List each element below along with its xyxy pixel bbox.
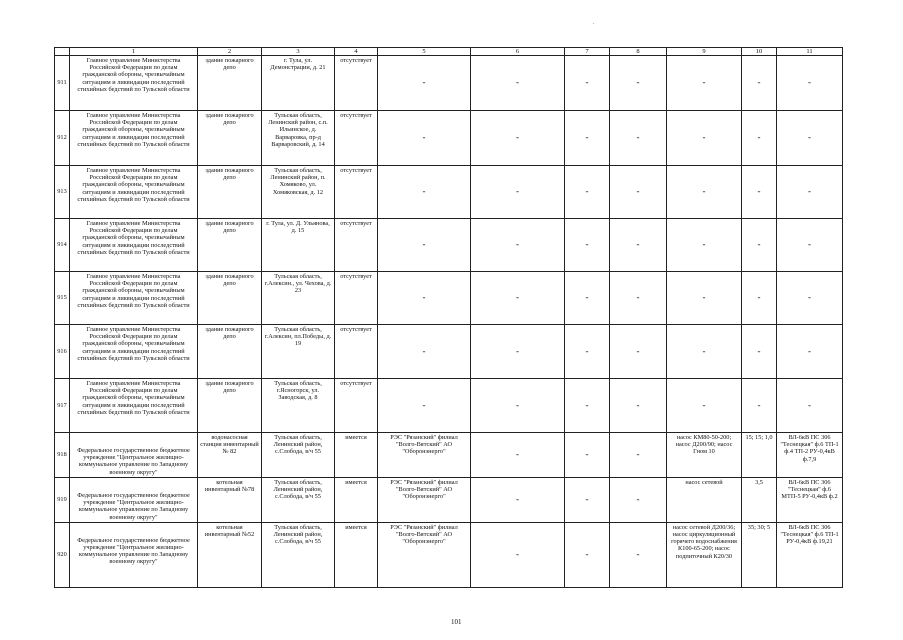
col7-cell: - [565, 111, 610, 166]
address-cell: г. Тула, ул. Д. Ульянова, д. 15 [262, 219, 335, 272]
col11-cell: - [777, 379, 843, 433]
object-cell: водонасосная станция инвентарный № 82 [198, 433, 262, 478]
col6-cell: - [471, 56, 565, 111]
col9-cell: - [667, 219, 742, 272]
col9-cell: насос КМ80-50-200; насос Д200/90; насос Гном 10 [667, 433, 742, 478]
address-cell: Тульская область, г.Алексин., ул. Чехова, д. 23 [262, 272, 335, 325]
object-cell: здание пожарного депо [198, 325, 262, 379]
col10-cell: 15; 15; 1,0 [742, 433, 777, 478]
col5-cell: - [378, 166, 471, 219]
col8-cell: - [610, 522, 667, 587]
col11-cell: - [777, 111, 843, 166]
address-cell: Тульская область, Ленинский район, п. Хомяково, ул. Хомяковская, д. 12 [262, 166, 335, 219]
object-cell: здание пожарного депо [198, 111, 262, 166]
page-number: 101 [451, 618, 462, 626]
table-row [55, 111, 843, 166]
col10-cell: - [742, 272, 777, 325]
data-table-sheet [54, 47, 843, 588]
table-row [55, 219, 843, 272]
row-number: 911 [55, 56, 70, 111]
col9-cell: насос сетевой [667, 478, 742, 523]
table-row [55, 56, 843, 111]
owner-cell: Главное управление Министерства Российской Федерации по делам гражданской обороны, чрезвычайным ситуациям и ликвидации последствий стихийных бедствий по Тульской области [70, 272, 198, 325]
header-cell-9: 9 [667, 48, 742, 56]
col6-cell: - [471, 433, 565, 478]
row-number: 913 [55, 166, 70, 219]
col6-cell: - [471, 111, 565, 166]
col6-cell: - [471, 522, 565, 587]
owner-cell: Главное управление Министерства Российской Федерации по делам гражданской обороны, чрезвычайным ситуациям и ликвидации последствий стихийных бедствий по Тульской области [70, 166, 198, 219]
table-row [55, 433, 843, 478]
status-cell: отсутствует [335, 111, 378, 166]
table-row [55, 522, 843, 587]
col11-cell: - [777, 166, 843, 219]
object-cell: здание пожарного депо [198, 379, 262, 433]
col8-cell: - [610, 272, 667, 325]
table-row [55, 478, 843, 523]
header-cell-11: 11 [777, 48, 843, 56]
col5-cell: - [378, 111, 471, 166]
owner-cell: Федеральное государственное бюджетное учреждение "Центральное жилищно-коммунальное управление по Западному военному округу" [70, 522, 198, 587]
header-cell-3: 3 [262, 48, 335, 56]
header-cell-2: 2 [198, 48, 262, 56]
table-row [55, 325, 843, 379]
col9-cell: - [667, 272, 742, 325]
col11-cell: ВЛ-6кВ ПС 306 "Теснецкая" ф.6 ТП-1 РУ-0,4кВ ф.19,21 [777, 522, 843, 587]
col6-cell: - [471, 272, 565, 325]
status-cell: отсутствует [335, 272, 378, 325]
owner-cell: Главное управление Министерства Российской Федерации по делам гражданской обороны, чрезвычайным ситуациям и ликвидации последствий стихийных бедствий по Тульской области [70, 219, 198, 272]
col6-cell: - [471, 478, 565, 523]
object-cell: здание пожарного депо [198, 56, 262, 111]
header-cell-1: 1 [70, 48, 198, 56]
address-cell: Тульская область, Ленинский район, с.Слобода, в/ч 55 [262, 478, 335, 523]
table-row [55, 272, 843, 325]
col9-cell: насос сетевой Д200/36; насос циркуляционный горячего водоснабжения К100-65-200; насос подпиточный К20/30 [667, 522, 742, 587]
col7-cell: - [565, 522, 610, 587]
header-cell-6: 6 [471, 48, 565, 56]
col7-cell: - [565, 379, 610, 433]
object-cell: здание пожарного депо [198, 166, 262, 219]
header-cell-7: 7 [565, 48, 610, 56]
header-cell-4: 4 [335, 48, 378, 56]
owner-cell: Федеральное государственное бюджетное учреждение "Центральное жилищно-коммунальное управление по Западному военному округу" [70, 433, 198, 478]
col5-cell: - [378, 272, 471, 325]
status-cell: отсутствует [335, 379, 378, 433]
col6-cell: - [471, 379, 565, 433]
col7-cell: - [565, 56, 610, 111]
row-number: 915 [55, 272, 70, 325]
col5-cell: - [378, 56, 471, 111]
table-row [55, 166, 843, 219]
col5-cell: - [378, 219, 471, 272]
owner-cell: Главное управление Министерства Российской Федерации по делам гражданской обороны, чрезвычайным ситуациям и ликвидации последствий стихийных бедствий по Тульской области [70, 111, 198, 166]
status-cell: отсутствует [335, 325, 378, 379]
col9-cell: - [667, 379, 742, 433]
col7-cell: - [565, 166, 610, 219]
row-number: 919 [55, 478, 70, 523]
owner-cell: Главное управление Министерства Российской Федерации по делам гражданской обороны, чрезвычайным ситуациям и ликвидации последствий стихийных бедствий по Тульской области [70, 325, 198, 379]
col11-cell: ВЛ-6кВ ПС 306 "Теснецкая" ф.6 МТП-5 РУ-0,4кВ ф.2 [777, 478, 843, 523]
col8-cell: - [610, 433, 667, 478]
col9-cell: - [667, 166, 742, 219]
header-cell-empty [55, 48, 70, 56]
header-cell-5: 5 [378, 48, 471, 56]
object-cell: котельная инвентарный №52 [198, 522, 262, 587]
col7-cell: - [565, 433, 610, 478]
row-number: 916 [55, 325, 70, 379]
col7-cell: - [565, 272, 610, 325]
col7-cell: - [565, 219, 610, 272]
col5-cell: - [378, 379, 471, 433]
col8-cell: - [610, 325, 667, 379]
address-cell: Тульская область, г.Ясногорск, ул. Заводская, д. 8 [262, 379, 335, 433]
col5-cell: - [378, 325, 471, 379]
status-cell: отсутствует [335, 219, 378, 272]
row-number: 917 [55, 379, 70, 433]
object-cell: котельная инвентарный №78 [198, 478, 262, 523]
status-cell: имеется [335, 433, 378, 478]
address-cell: г. Тула, ул. Демонстрации, д. 21 [262, 56, 335, 111]
col8-cell: - [610, 379, 667, 433]
col7-cell: - [565, 478, 610, 523]
row-number: 918 [55, 433, 70, 478]
col10-cell: - [742, 56, 777, 111]
col6-cell: - [471, 166, 565, 219]
owner-cell: Главное управление Министерства Российской Федерации по делам гражданской обороны, чрезвычайным ситуациям и ликвидации последствий стихийных бедствий по Тульской области [70, 379, 198, 433]
col10-cell: 3,5 [742, 478, 777, 523]
col11-cell: - [777, 325, 843, 379]
col9-cell: - [667, 56, 742, 111]
col9-cell: - [667, 111, 742, 166]
header-cell-8: 8 [610, 48, 667, 56]
row-number: 914 [55, 219, 70, 272]
col8-cell: - [610, 111, 667, 166]
col10-cell: - [742, 325, 777, 379]
owner-cell: Главное управление Министерства Российской Федерации по делам гражданской обороны, чрезвычайным ситуациям и ликвидации последствий стихийных бедствий по Тульской области [70, 56, 198, 111]
col8-cell: - [610, 219, 667, 272]
address-cell: Тульская область, Ленинский район, с.п. Ильинское, д. Варваровка, пр-д Варваровский, д. 14 [262, 111, 335, 166]
col5-cell: РЭС "Рязанский" филиал "Волго-Вятский" АО "Оборонэнерго" [378, 522, 471, 587]
col5-cell: РЭС "Рязанский" филиал "Волго-Вятский" АО "Оборонэнерго" [378, 478, 471, 523]
col7-cell: - [565, 325, 610, 379]
col8-cell: - [610, 166, 667, 219]
col10-cell: - [742, 111, 777, 166]
address-cell: Тульская область, Ленинский район, с.Слобода, в/ч 55 [262, 433, 335, 478]
address-cell: Тульская область, Ленинский район, с.Слобода, в/ч 55 [262, 522, 335, 587]
col11-cell: - [777, 272, 843, 325]
col11-cell: ВЛ-6кВ ПС 306 "Теснецкая" ф.6 ТП-1 ф.4 ТП-2 РУ-0,4кВ ф.7,9 [777, 433, 843, 478]
col6-cell: - [471, 219, 565, 272]
status-cell: имеется [335, 478, 378, 523]
object-cell: здание пожарного депо [198, 219, 262, 272]
col10-cell: 35; 30; 5 [742, 522, 777, 587]
col10-cell: - [742, 219, 777, 272]
object-cell: здание пожарного депо [198, 272, 262, 325]
address-cell: Тульская область, г.Алексин, пл.Победы, д. 19 [262, 325, 335, 379]
col11-cell: - [777, 56, 843, 111]
col10-cell: - [742, 379, 777, 433]
header-cell-10: 10 [742, 48, 777, 56]
scan-speck: . [593, 20, 595, 26]
col10-cell: - [742, 166, 777, 219]
row-number: 912 [55, 111, 70, 166]
status-cell: отсутствует [335, 56, 378, 111]
col9-cell: - [667, 325, 742, 379]
owner-cell: Федеральное государственное бюджетное учреждение "Центральное жилищно-коммунальное управление по Западному военному округу" [70, 478, 198, 523]
status-cell: имеется [335, 522, 378, 587]
table-header [55, 48, 843, 56]
row-number: 920 [55, 522, 70, 587]
registry-table [54, 47, 843, 588]
status-cell: отсутствует [335, 166, 378, 219]
col11-cell: - [777, 219, 843, 272]
table-row [55, 379, 843, 433]
col8-cell: - [610, 56, 667, 111]
col8-cell: - [610, 478, 667, 523]
col5-cell: РЭС "Рязанский" филиал "Волго-Вятский" АО "Оборонэнерго" [378, 433, 471, 478]
col6-cell: - [471, 325, 565, 379]
